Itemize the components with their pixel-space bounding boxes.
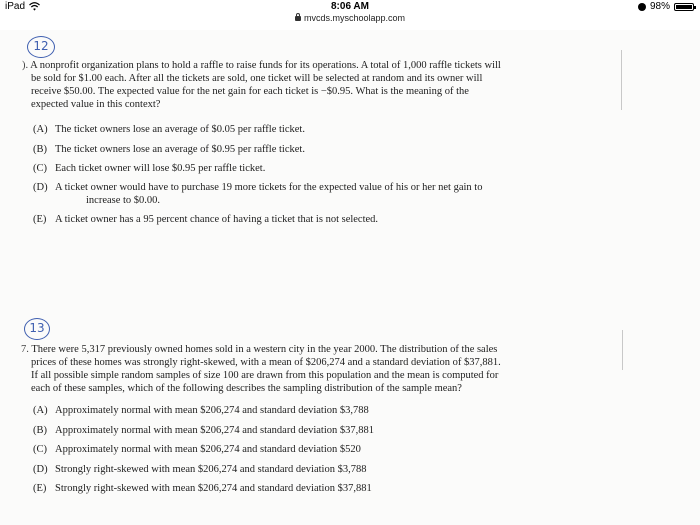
option-text: Each ticket owner will lose $0.95 per raffle ticket. (55, 163, 266, 174)
question-number: ). (22, 60, 31, 71)
option-letter: (D) (33, 182, 48, 193)
question-stem-line: prices of these homes was strongly right-skewed, with a mean of $206,274 and a standard deviation of $37,881. (31, 357, 501, 368)
question-stem-line: expected value in this context? (31, 99, 161, 110)
status-right (638, 1, 694, 12)
option-letter: (E) (33, 483, 47, 494)
answer-option-e[interactable] (33, 482, 372, 495)
answer-option-c[interactable] (33, 443, 361, 456)
answer-option-a[interactable] (33, 123, 305, 136)
answer-option-c[interactable] (33, 162, 265, 175)
question-stem (22, 59, 622, 111)
option-text: Approximately normal with mean $206,274 and standard deviation $37,881 (55, 425, 375, 436)
battery-percent: 98% (649, 1, 670, 12)
question-number: 7. (21, 344, 32, 355)
scan-margin-mark (622, 330, 623, 370)
answer-option-d[interactable] (33, 463, 366, 476)
handwritten-number-text: 12 (33, 39, 49, 53)
answer-option-a[interactable] (33, 404, 369, 417)
question-stem-line: receive $50.00. The expected value for the net gain for each ticket is −$0.95. What is the meaning of the (31, 86, 469, 97)
option-letter: (C) (33, 163, 47, 174)
option-letter: (A) (33, 124, 48, 135)
option-letter: (D) (33, 464, 48, 475)
option-letter: (E) (33, 214, 47, 225)
handwritten-question-number (27, 36, 55, 58)
clock: 8:06 AM (331, 1, 369, 12)
battery-icon (674, 3, 694, 11)
answer-option-b[interactable] (33, 143, 305, 156)
option-text: The ticket owners lose an average of $0.05 per raffle ticket. (55, 124, 305, 135)
answer-option-d[interactable] (33, 181, 482, 207)
url-text: mvcds.myschoolapp.com (303, 13, 406, 23)
option-text: The ticket owners lose an average of $0.95 per raffle ticket. (55, 144, 305, 155)
option-letter: (A) (33, 405, 48, 416)
question-stem-line: ). A nonprofit organization plans to hold a raffle to raise funds for its operations. A total of 1,000 raffle tickets will (22, 60, 501, 71)
answer-option-b[interactable] (33, 424, 374, 437)
question-stem (21, 343, 621, 395)
address-bar[interactable] (0, 13, 700, 29)
battery-tip (694, 6, 696, 9)
handwritten-number-text: 13 (29, 321, 45, 335)
option-text: Approximately normal with mean $206,274 and standard deviation $520 (55, 444, 361, 455)
option-text: Approximately normal with mean $206,274 and standard deviation $3,788 (55, 405, 369, 416)
option-letter: (B) (33, 144, 47, 155)
battery-fill (676, 5, 692, 9)
handwritten-question-number (24, 318, 50, 340)
document-page[interactable] (0, 30, 700, 525)
option-letter: (B) (33, 425, 47, 436)
question-stem-line: each of these samples, which of the following describes the sampling distribution of the sample mean? (31, 383, 462, 394)
status-bar (0, 0, 700, 14)
question-stem-line: If all possible simple random samples of size 100 are drawn from this population and the mean is computed for (31, 370, 499, 381)
option-text: A ticket owner would have to purchase 19 more tickets for the expected value of his or her net gain to (55, 182, 483, 193)
device-name: iPad (5, 1, 26, 12)
option-text: A ticket owner has a 95 percent chance of having a ticket that is not selected. (55, 214, 379, 225)
option-letter: (C) (33, 444, 47, 455)
option-text-continued: increase to $0.00. (86, 195, 161, 206)
question-stem-line: 7. There were 5,317 previously owned homes sold in a western city in the year 2000. The distribution of the sales (21, 344, 498, 355)
question-stem-line: be sold for $1.00 each. After all the tickets are sold, one ticket will be selected at random and its owner will (31, 73, 483, 84)
do-not-disturb-icon (638, 3, 646, 11)
option-text: Strongly right-skewed with mean $206,274 and standard deviation $37,881 (55, 483, 372, 494)
answer-option-e[interactable] (33, 213, 378, 226)
lock-icon (295, 16, 301, 21)
option-text: Strongly right-skewed with mean $206,274 and standard deviation $3,788 (55, 464, 367, 475)
